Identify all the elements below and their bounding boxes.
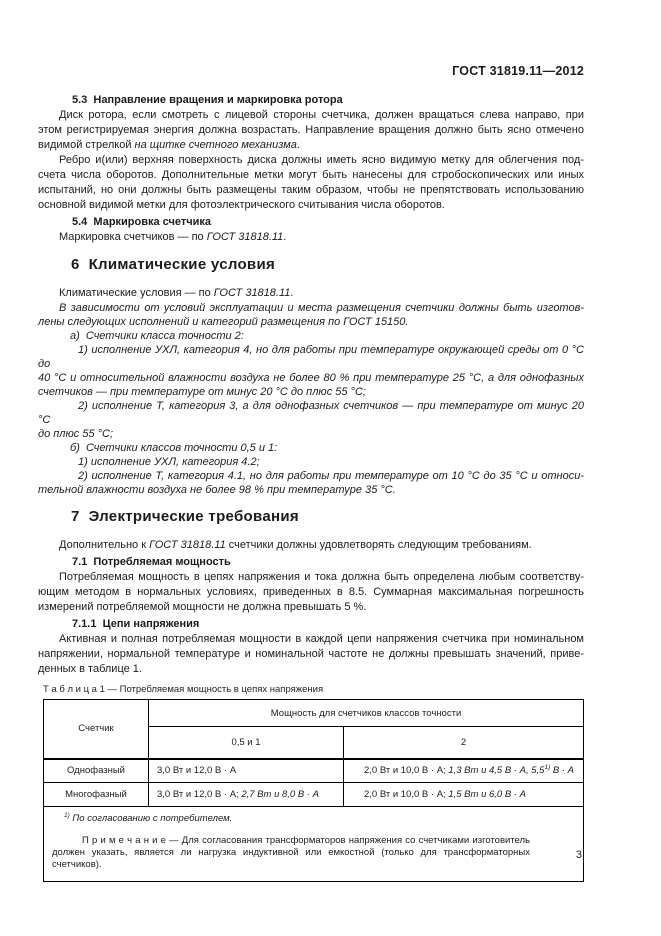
table-row [44, 759, 584, 783]
text-segment: . [283, 231, 287, 243]
power-consumption-table [43, 699, 584, 882]
text-segment: Активная и полная потребляемая мощности в каждой цепи напряжения счетчика при номинальном [59, 633, 584, 645]
table-row [44, 783, 584, 807]
text-line [38, 138, 584, 153]
section-heading: 7.1 Потребляемая мощность [72, 556, 231, 568]
text-line [38, 455, 584, 469]
text-segment: ГОСТ 31818.11 [149, 539, 226, 551]
text-segment: видимой стрелкой [38, 139, 135, 151]
text-line [38, 538, 584, 553]
text-segment: измерений потребляемой мощности не должна превышать 5 %. [38, 601, 367, 613]
text-line [38, 286, 584, 301]
text-segment: счетчики должны удовлетворять следующим требованиям. [225, 539, 532, 551]
text-segment: Потребляемая мощность в цепях напряжения и тока должна быть определена любым соответству- [59, 571, 584, 583]
text-segment: ГОСТ 31818.11 [213, 287, 291, 299]
text-segment: ющим методом в нормальных условиях, приведенных в 8.5. Суммарная максимальная погрешность [38, 586, 584, 598]
text-segment: а) Счетчики класса точности 2: [70, 330, 244, 342]
table-cell-power-value [344, 783, 584, 807]
text-segment: По согласованию с потребителем. [69, 813, 233, 824]
text-line [38, 469, 584, 483]
text-segment: счета числа оборотов. Дополнительные метки могут быть нанесены для стробоскопических или иных [38, 169, 584, 181]
table-subheader-class-2: 2 [344, 727, 584, 759]
text-segment: В · А [550, 765, 574, 777]
table-cell-power-value [149, 783, 344, 807]
text-segment: тельной влажности воздуха не более 98 % при температуре 35 °С. [38, 484, 396, 496]
text-segment: 2,7 Вт и 8,0 В · А [241, 789, 319, 800]
text-line [38, 441, 584, 455]
text-segment: Климатические условия — по [59, 287, 214, 299]
text-segment: 1,3 Вт и 4,5 В · А, 5,5 [448, 765, 545, 777]
table-footnote-box [44, 807, 584, 882]
section-heading: 7 Электрические требования [71, 508, 299, 525]
text-line [38, 230, 584, 245]
table-cell-power-value [344, 759, 584, 783]
text-segment: В зависимости от условий эксплуатации и места размещения счетчики должны быть изготов- [59, 302, 584, 314]
text-line [38, 108, 584, 123]
text-line [38, 483, 584, 497]
table-caption: Т а б л и ц а 1 — Потребляемая мощность в цепях напряжения [43, 684, 324, 695]
section-heading: 6 Климатические условия [71, 256, 276, 273]
text-segment: 2,0 Вт и 10,0 В · А; [364, 789, 449, 800]
table-footnote [52, 813, 573, 825]
text-line [38, 647, 584, 662]
text-segment: 1,5 Вт и 6,0 В · А [448, 789, 526, 800]
table-header-power-classes: Мощность для счетчиков классов точности [149, 700, 584, 727]
table-subheader-class-05-1: 0,5 и 1 [149, 727, 344, 759]
text-line [38, 153, 584, 168]
text-segment: этом регистрируемая энергия должна возрастать. Направление вращения должно быть ясно отмечено [38, 124, 584, 136]
text-segment: основной видимой метки для фотоэлектрического считывания числа оборотов. [38, 199, 445, 211]
text-line [38, 399, 584, 427]
text-line [38, 662, 584, 677]
table-note: П р и м е ч а н и е — Для согласования трансформаторов напряжения со счетчиками изготовитель должен указать, является ли нагрузка индуктивной или емкостной (только для трансформаторных счетчиков). [52, 835, 530, 870]
text-line [38, 427, 584, 441]
text-line [38, 585, 584, 600]
text-segment: 3,0 Вт и 12,0 В · А; [157, 789, 242, 800]
text-line [38, 329, 584, 343]
text-segment: . [296, 139, 300, 151]
table-body [44, 759, 584, 807]
text-line [38, 600, 584, 615]
text-line [38, 301, 584, 315]
text-line [38, 168, 584, 183]
text-segment: лены следующих исполнений и категорий размещения по ГОСТ 15150. [38, 316, 409, 328]
table-cell-meter-type: Многофазный [44, 783, 149, 807]
text-segment: ГОСТ 31818.11 [206, 231, 284, 243]
text-segment: 1) исполнение УХЛ, категория 4, но для работы при температуре окружающей среды от 0 °С до [38, 344, 584, 370]
table-header-row [44, 700, 584, 727]
text-segment: до плюс 55 °С; [38, 428, 114, 440]
text-segment: Диск ротора, если смотреть с лицевой стороны счетчика, должен вращаться слева направо, при [59, 109, 584, 121]
text-line [38, 385, 584, 399]
text-segment: . [290, 287, 294, 299]
text-line [38, 632, 584, 647]
section-heading: 7.1.1 Цепи напряжения [72, 618, 200, 630]
text-segment: испытаний, но они должны быть размещены таким образом, чтобы не препятствовать использованию [38, 184, 584, 196]
text-segment: Ребро и(или) верхняя поверхность диска должны иметь ясно видимую метку для облегчения под- [59, 154, 584, 166]
page-number: 3 [575, 849, 582, 861]
table-cell-meter-type: Однофазный [44, 759, 149, 783]
text-line [38, 371, 584, 385]
text-segment: 2) исполнение Т, категория 4.1, но для работы при температуре от 10 °С до 35 °С и относи- [78, 470, 584, 482]
table-header-meter: Счетчик [44, 700, 149, 759]
table-footnote-row [44, 807, 584, 882]
text-line [38, 183, 584, 198]
text-segment: 2) исполнение Т, категория 3, а для однофазных счетчиков — при температуре от минус 20 °С [38, 400, 584, 426]
text-segment: Дополнительно к [59, 539, 150, 551]
document-body [38, 93, 584, 677]
text-segment: 2,0 Вт и 10,0 В · А; [364, 765, 449, 777]
text-segment: 1) исполнение УХЛ, категория 4.2; [78, 456, 260, 468]
footnote-marker: 1) [544, 764, 551, 772]
text-segment: счетчиков — при температуре от минус 20 °С до плюс 55 °С; [38, 386, 366, 398]
text-line [38, 315, 584, 329]
text-segment: напряжении, нормальной температуре и номинальной частоте не должны превышать значений, приве- [38, 648, 584, 660]
text-segment: б) Счетчики классов точности 0,5 и 1: [70, 442, 278, 454]
section-heading: 5.4 Маркировка счетчика [72, 216, 212, 228]
section-heading: 5.3 Направление вращения и маркировка ротора [72, 94, 343, 106]
text-segment: денных в таблице 1. [38, 663, 142, 675]
table-cell-power-value [149, 759, 344, 783]
text-segment: на щитке счетного механизма [134, 139, 297, 151]
text-segment: 3,0 Вт и 12,0 В · А [157, 765, 237, 777]
running-header: ГОСТ 31819.11—2012 [452, 64, 584, 78]
text-segment: 40 °С и относительной влажности воздуха не более 80 % при температуре 25 °С, а для однофазных [38, 372, 584, 384]
text-line [38, 123, 584, 138]
text-line [38, 570, 584, 585]
text-line [38, 343, 584, 371]
footnote-marker: 1) [64, 811, 70, 819]
text-segment: Маркировка счетчиков — по [59, 231, 207, 243]
text-line [38, 198, 584, 213]
